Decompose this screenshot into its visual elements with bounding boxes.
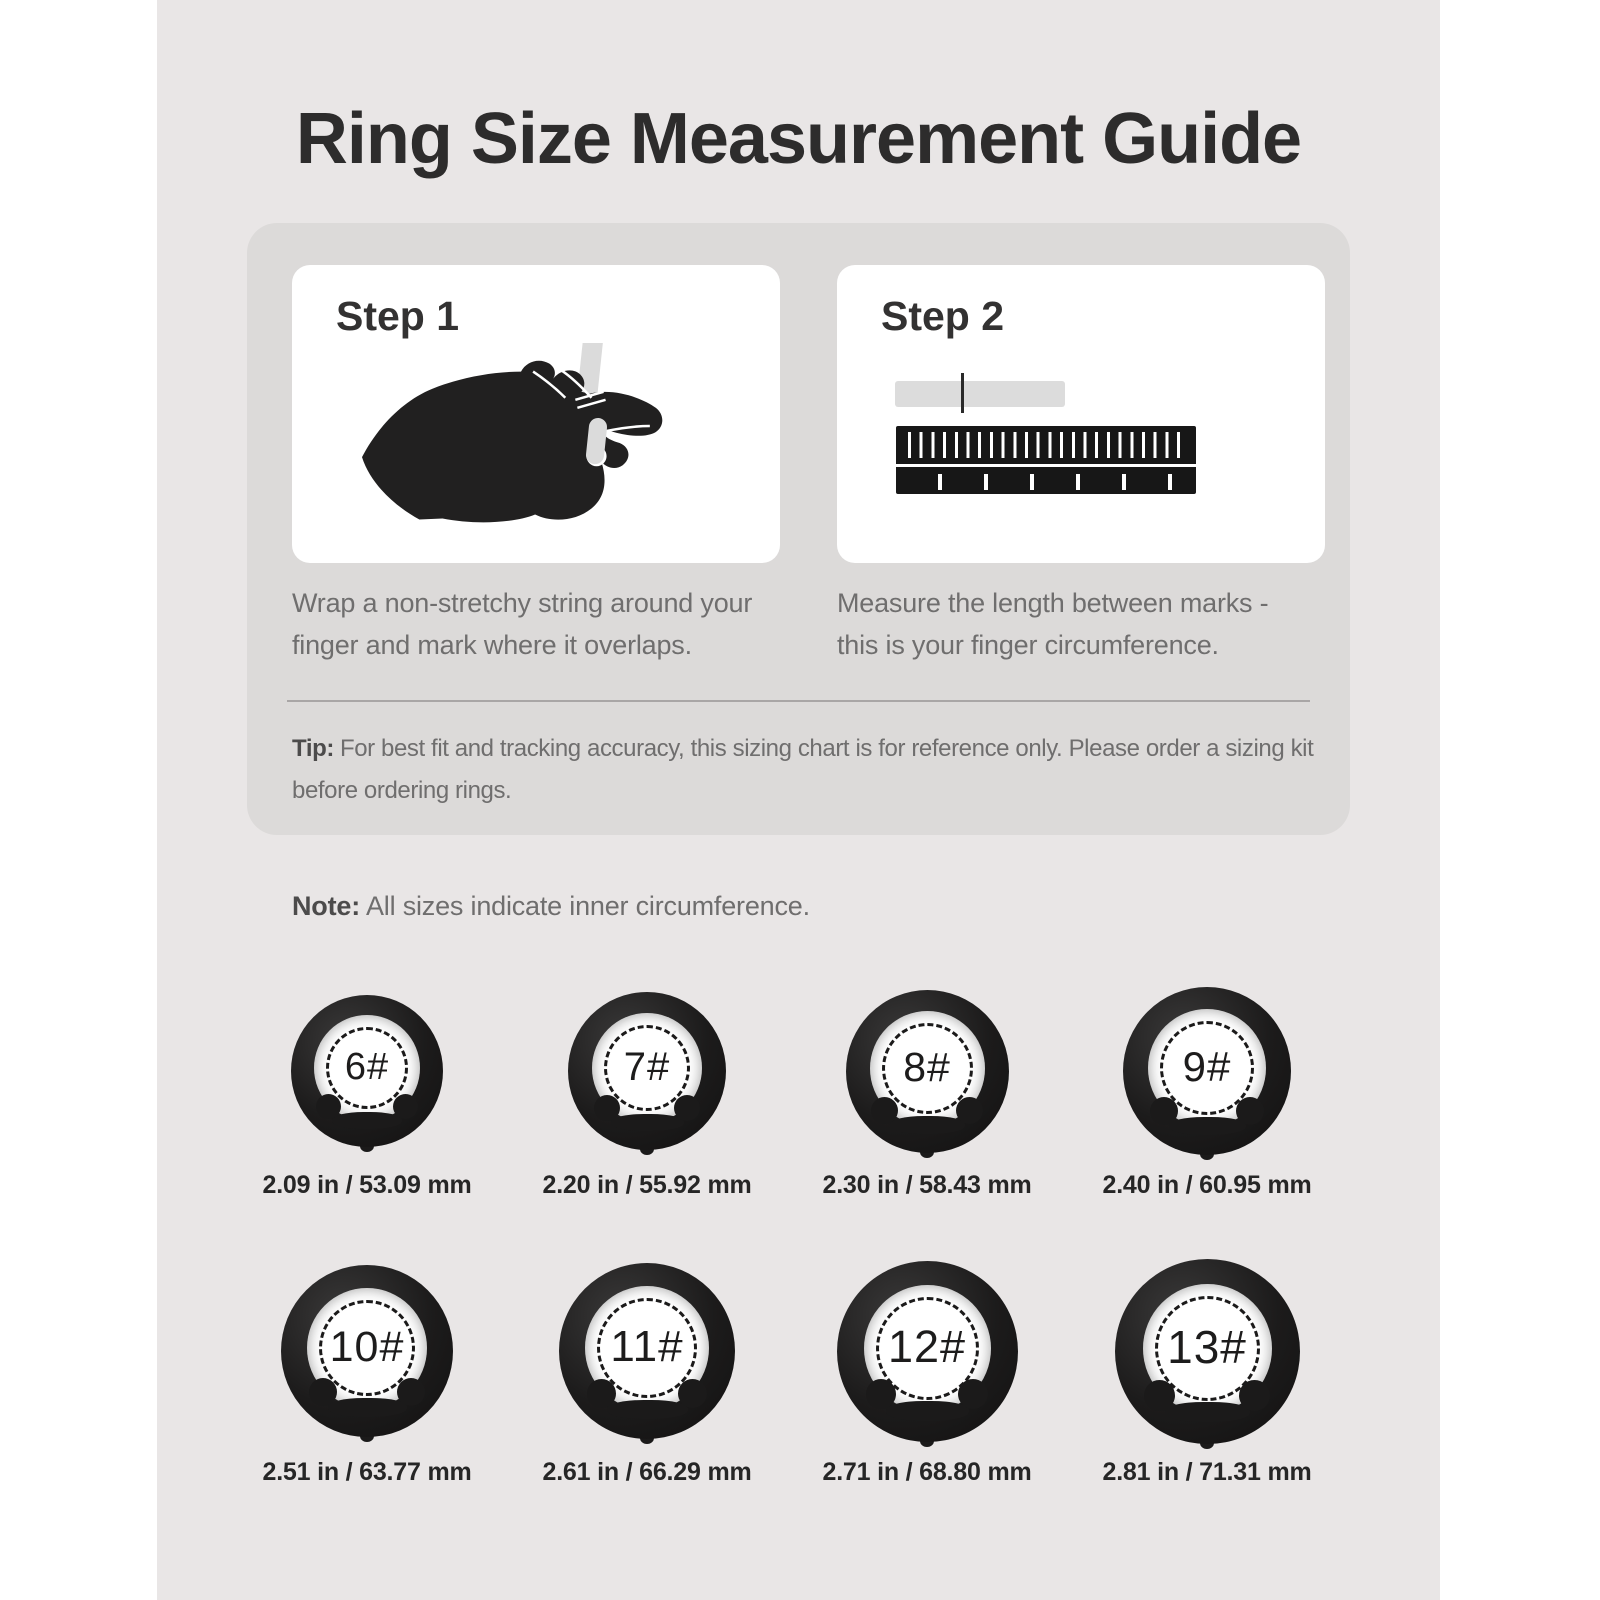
page-title: Ring Size Measurement Guide (295, 99, 1302, 179)
step-2-title: Step 2 (881, 293, 1005, 339)
ring-size-item (227, 1258, 507, 1487)
step-2-description: Measure the length between marks - this is your finger circumference. (837, 588, 1269, 660)
ring-icon (568, 992, 726, 1150)
ring-icon (846, 990, 1009, 1153)
ring-size-label: 9# (1182, 1043, 1232, 1090)
ring-row-1 (227, 985, 1347, 1200)
ring-box (846, 985, 1009, 1157)
ruler-bottom-ticks (938, 474, 1182, 490)
ring-box (291, 985, 443, 1157)
ring-size-label: 11# (610, 1322, 684, 1371)
ring-icon (1115, 1259, 1300, 1444)
ring-icon (291, 995, 443, 1147)
step-2-panel (837, 265, 1325, 563)
ring-measurement: 2.51 in / 63.77 mm (262, 1458, 472, 1486)
ring-box (568, 985, 726, 1157)
ring-box (281, 1258, 453, 1444)
ring-size-item (507, 1258, 787, 1487)
step-1-description: Wrap a non-stretchy string around your finger and mark where it overlaps. (292, 588, 753, 660)
ring-size-label: 12# (887, 1321, 967, 1372)
note-label: Note: (292, 891, 360, 921)
ring-row-2 (227, 1258, 1347, 1487)
ring-measurement: 2.61 in / 66.29 mm (542, 1458, 752, 1486)
ring-size-item (227, 985, 507, 1200)
ring-size-grid (227, 985, 1347, 1487)
divider (287, 700, 1310, 702)
ring-box (837, 1258, 1018, 1444)
tip-text (292, 728, 1322, 812)
ring-size-item (787, 985, 1067, 1200)
ring-measurement: 2.20 in / 55.92 mm (542, 1171, 752, 1199)
tip-body: For best fit and tracking accuracy, this sizing chart is for reference only. Please order a sizing kit before ordering rings. (292, 735, 1314, 804)
note-body: All sizes indicate inner circumference. (366, 891, 810, 921)
step-1-panel (292, 265, 780, 563)
ring-icon (1123, 987, 1291, 1155)
ring-icon (281, 1265, 453, 1437)
steps-card (247, 223, 1350, 835)
guide-panel (157, 0, 1440, 1600)
step-1-title: Step 1 (336, 293, 460, 339)
ring-size-item (1067, 985, 1347, 1200)
ring-measurement: 2.30 in / 58.43 mm (822, 1171, 1032, 1199)
ring-box (1123, 985, 1291, 1157)
note-text (292, 891, 810, 922)
ring-size-label: 13# (1167, 1321, 1247, 1373)
ring-size-item (787, 1258, 1067, 1487)
ring-box (559, 1258, 735, 1444)
ring-measurement: 2.40 in / 60.95 mm (1102, 1171, 1312, 1199)
ring-icon (837, 1261, 1018, 1442)
ring-measurement: 2.09 in / 53.09 mm (262, 1171, 472, 1199)
ring-size-item (1067, 1258, 1347, 1487)
ring-size-label: 7# (623, 1044, 671, 1089)
ruler-body (896, 426, 1196, 494)
ring-size-label: 6# (344, 1045, 390, 1088)
ruler-mid-line (896, 464, 1196, 467)
ruler-top-ticks (908, 432, 1186, 458)
ring-measurement: 2.81 in / 71.31 mm (1102, 1458, 1312, 1486)
ring-icon (559, 1263, 735, 1439)
ring-size-item (507, 985, 787, 1200)
string-strip (895, 381, 1065, 407)
tip-label: Tip: (292, 735, 334, 762)
ring-size-label: 8# (903, 1043, 951, 1090)
hand-with-string-icon (362, 343, 674, 525)
ring-measurement: 2.71 in / 68.80 mm (822, 1458, 1032, 1486)
ring-size-label: 10# (329, 1322, 405, 1371)
ring-box (1115, 1258, 1300, 1444)
string-mark (961, 373, 964, 413)
